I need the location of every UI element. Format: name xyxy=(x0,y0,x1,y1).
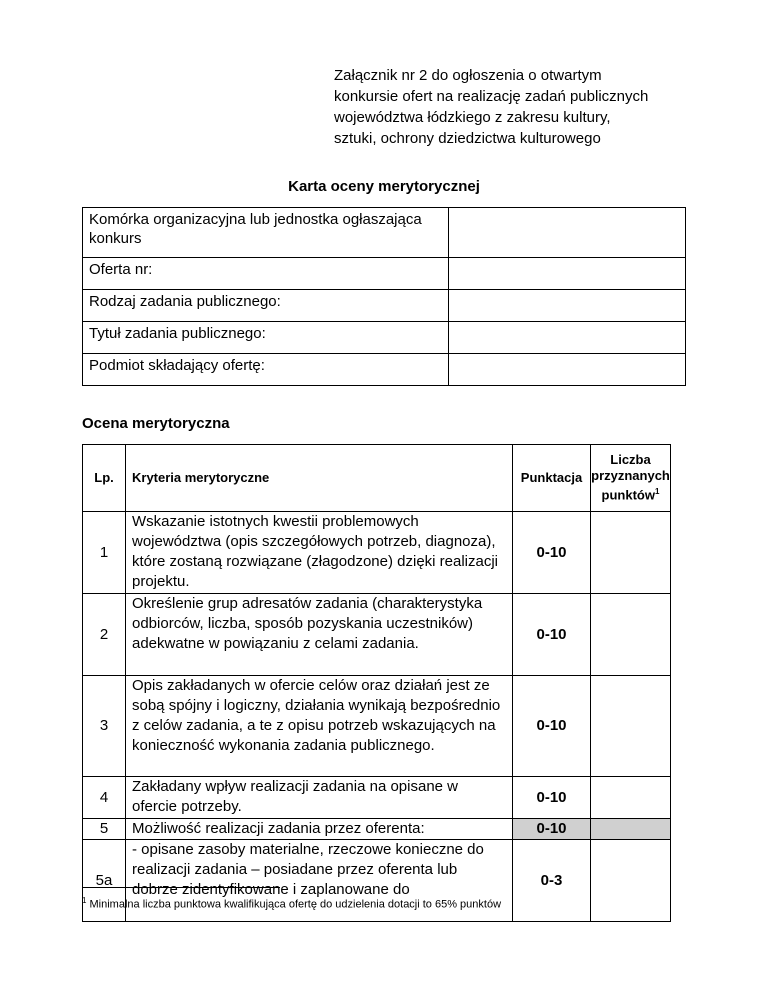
info-label: Oferta nr: xyxy=(83,258,449,290)
info-row xyxy=(83,258,686,290)
info-label: Rodzaj zadania publicznego: xyxy=(83,290,449,322)
info-value-field[interactable] xyxy=(449,354,686,386)
info-value-field[interactable] xyxy=(449,322,686,354)
row-criteria: - opisane zasoby materialne, rzeczowe konieczne do realizacji zadania – posiadane przez oferenta lub dobrze zidentyfikowane i zaplanowane do xyxy=(126,840,513,922)
row-points: 0-10 xyxy=(513,594,591,676)
awarded-points-field[interactable] xyxy=(591,840,671,922)
row-criteria: Określenie grup adresatów zadania (charakterystyka odbiorców, liczba, sposób pozyskania uczestników) adekwatne w powiązaniu z celami zadania. xyxy=(126,594,513,676)
table-header-row xyxy=(83,445,671,512)
row-lp: 3 xyxy=(83,676,126,777)
row-criteria: Zakładany wpływ realizacji zadania na opisane w ofercie potrzeby. xyxy=(126,777,513,819)
header-awarded-line: Liczba xyxy=(610,452,651,468)
info-value-field[interactable] xyxy=(449,208,686,258)
row-points: 0-10 xyxy=(513,777,591,819)
awarded-points-field[interactable] xyxy=(591,594,671,676)
header-line: Załącznik nr 2 do ogłoszenia o otwartym xyxy=(334,67,602,84)
footnote-text: Minimalna liczba punktowa kwalifikująca ofertę do udzielenia dotacji to 65% punktów xyxy=(89,898,502,911)
table-row xyxy=(83,777,671,819)
footnote-mark: 1 xyxy=(82,896,87,905)
header-criteria: Kryteria merytoryczne xyxy=(126,445,513,512)
attachment-header xyxy=(334,65,734,149)
header-line: konkursie ofert na realizację zadań publicznych xyxy=(334,88,649,105)
header-line: sztuki, ochrony dziedzictwa kulturowego xyxy=(334,130,601,147)
row-criteria: Opis zakładanych w ofercie celów oraz działań jest ze sobą spójny i logiczny, działania wynikają bezpośrednio z celów zadania, a te z opisu potrzeb wskazujących na konieczność wykonania zadania publicznego. xyxy=(126,676,513,777)
awarded-points-field[interactable] xyxy=(591,676,671,777)
row-lp: 5 xyxy=(83,819,126,840)
info-label: Komórka organizacyjna lub jednostka ogłaszająca konkurs xyxy=(83,208,449,258)
row-points: 0-10 xyxy=(513,512,591,594)
footnote-reference: 1 xyxy=(654,487,660,497)
info-row xyxy=(83,354,686,386)
row-points: 0-3 xyxy=(513,840,591,922)
section-title: Ocena merytoryczna xyxy=(82,415,230,432)
row-criteria: Możliwość realizacji zadania przez oferenta: xyxy=(126,819,513,840)
header-awarded-line: punktów xyxy=(601,487,655,503)
row-points: 0-10 xyxy=(513,676,591,777)
row-lp: 2 xyxy=(83,594,126,676)
header-awarded xyxy=(591,445,671,512)
table-row xyxy=(83,512,671,594)
awarded-points-field[interactable] xyxy=(591,777,671,819)
info-value-field[interactable] xyxy=(449,290,686,322)
header-lp: Lp. xyxy=(83,445,126,512)
info-row xyxy=(83,208,686,258)
document-title: Karta oceny merytorycznej xyxy=(288,178,480,195)
row-lp: 1 xyxy=(83,512,126,594)
table-row xyxy=(83,676,671,777)
row-criteria: Wskazanie istotnych kwestii problemowych województwa (opis szczegółowych potrzeb, diagnoza), które zostaną rozwiązane (złagodzone) dzięki realizacji projektu. xyxy=(126,512,513,594)
header-line: województwa łódzkiego z zakresu kultury, xyxy=(334,109,611,126)
footnote-separator xyxy=(82,887,280,888)
table-row xyxy=(83,594,671,676)
info-value-field[interactable] xyxy=(449,258,686,290)
row-lp: 5a xyxy=(83,840,126,922)
info-label: Podmiot składający ofertę: xyxy=(83,354,449,386)
awarded-points-shaded xyxy=(591,819,671,840)
row-lp: 4 xyxy=(83,777,126,819)
row-points: 0-10 xyxy=(513,819,591,840)
table-row xyxy=(83,819,671,840)
criteria-table xyxy=(82,444,671,922)
header-points: Punktacja xyxy=(513,445,591,512)
info-row xyxy=(83,290,686,322)
info-row xyxy=(83,322,686,354)
info-label: Tytuł zadania publicznego: xyxy=(83,322,449,354)
awarded-points-field[interactable] xyxy=(591,512,671,594)
info-table xyxy=(82,207,686,386)
header-awarded-line: przyznanych xyxy=(591,468,670,484)
footnote xyxy=(82,896,501,911)
